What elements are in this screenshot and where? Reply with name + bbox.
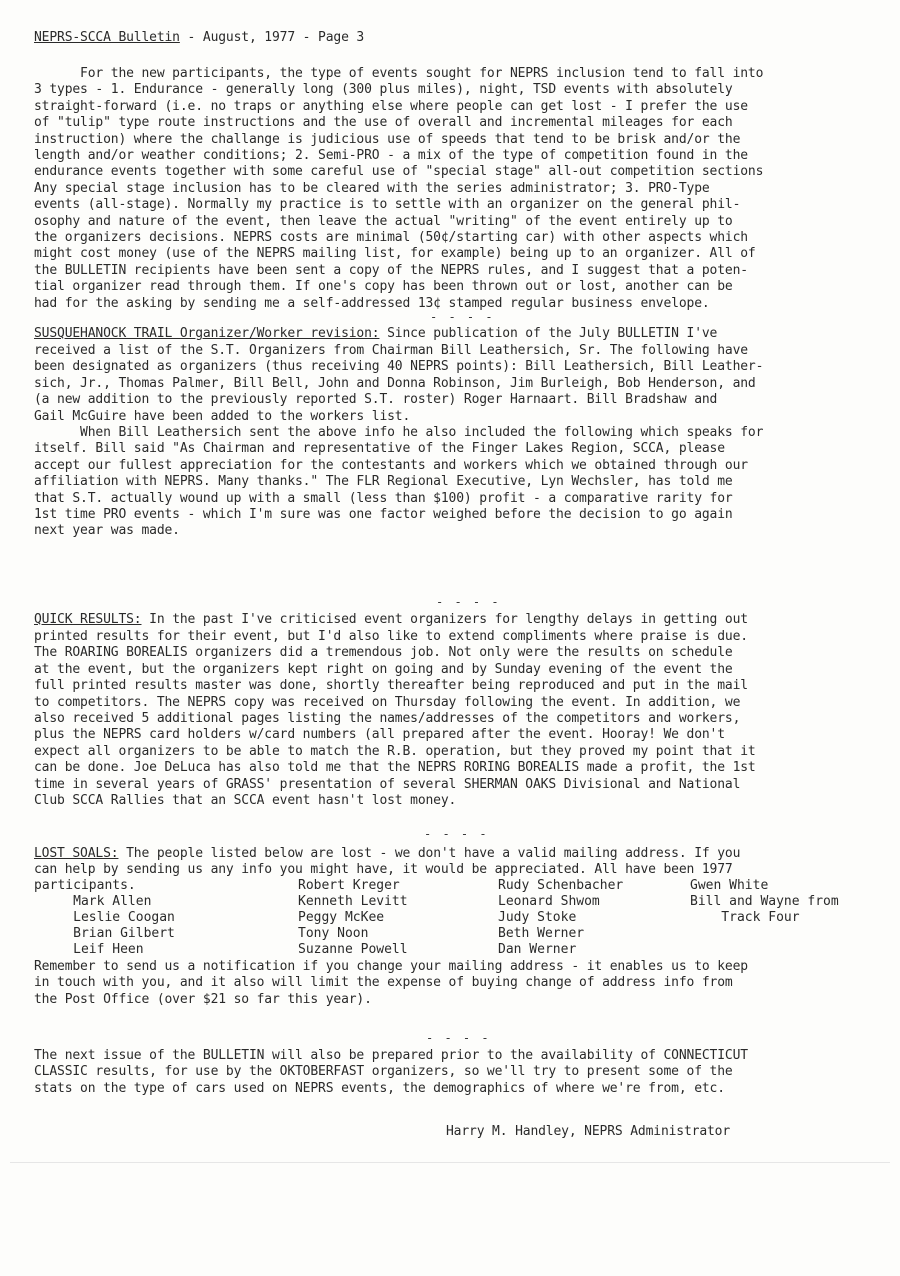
text-line: Club SCCA Rallies that an SCCA event hasn't lost money. xyxy=(34,793,457,808)
section-separator: - - - - xyxy=(424,827,489,841)
lost-person-name: Tony Noon xyxy=(298,926,369,941)
text-line: For the new participants, the type of events sought for NEPRS inclusion tend to fall into xyxy=(34,66,764,81)
text-line: expect all organizers to be able to match the R.B. operation, but they proved my point that it xyxy=(34,743,756,759)
text-line: stats on the type of cars used on NEPRS events, the demographics of where we're from, etc. xyxy=(34,1080,725,1096)
text-line: When Bill Leathersich sent the above info he also included the following which speaks for xyxy=(34,425,764,440)
text-line: Any special stage inclusion has to be cleared with the series administrator; 3. PRO-Type xyxy=(34,180,710,196)
lost-person-name: participants. xyxy=(34,878,136,893)
lost-names-column-3 xyxy=(498,878,623,958)
section-separator: - - - - xyxy=(426,1031,491,1045)
text-line: at the event, but the organizers kept right on going and by Sunday evening of the event the xyxy=(34,661,733,677)
header-date-page: - August, 1977 - Page 3 xyxy=(179,30,365,45)
lost-person-name: Robert Kreger xyxy=(298,878,400,893)
text-line: The next issue of the BULLETIN will also be prepared prior to the availability of CONNECTICUT xyxy=(34,1048,748,1063)
text-line: sich, Jr., Thomas Palmer, Bill Bell, John and Donna Robinson, Jim Burleigh, Bob Henderson, and xyxy=(34,375,756,391)
bulletin-title: NEPRS-SCCA Bulletin xyxy=(34,30,180,45)
text-line: the organizers decisions. NEPRS costs are minimal (50¢/starting car) with other aspects which xyxy=(34,230,748,245)
text-line: next year was made. xyxy=(34,523,180,539)
text-line: time in several years of GRASS' presentation of several SHERMAN OAKS Divisional and National xyxy=(34,776,741,792)
text-line: the Post Office (over $21 so far this year). xyxy=(34,991,372,1007)
lost-person-name: Leonard Shwom xyxy=(498,894,600,909)
lost-person-name: Rudy Schenbacher xyxy=(498,878,624,893)
text-line: Gail McGuire have been added to the workers list. xyxy=(34,408,411,424)
text-line: can help by sending us any info you might have, it would be appreciated. All have been 1977 xyxy=(34,862,733,877)
lost-person-name: Track Four xyxy=(690,910,800,925)
text-line: might cost money (use of the NEPRS mailing list, for example) being up to an organizer. All of xyxy=(34,246,756,262)
text-line: in touch with you, and it also will limit the expense of buying change of address info from xyxy=(34,975,733,991)
text-line: been designated as organizers (thus receiving 40 NEPRS points): Bill Leathersich, Bill Leather- xyxy=(34,359,764,375)
text-line: the BULLETIN recipients have been sent a copy of the NEPRS rules, and I suggest that a poten- xyxy=(34,262,748,278)
text-line: to competitors. The NEPRS copy was received on Thursday following the event. In addition, we xyxy=(34,694,741,710)
quick-results-heading: QUICK RESULTS: xyxy=(34,612,142,627)
text-line: affiliation with NEPRS. Many thanks." The FLR Regional Executive, Lyn Wechsler, has told me xyxy=(34,474,733,490)
lost-person-name: Mark Allen xyxy=(34,894,152,909)
text-line: straight-forward (i.e. no traps or anything else where people can get lost - I prefer the use xyxy=(34,98,748,114)
text-line: events (all-stage). Normally my practice is to settle with an organizer on the general phil- xyxy=(34,197,741,213)
lost-names-column-2 xyxy=(298,878,408,958)
lost-person-name: Suzanne Powell xyxy=(298,942,408,957)
text-line: 1st time PRO events - which I'm sure was one factor weighed before the decision to go again xyxy=(34,507,733,522)
lost-person-name: Leslie Coogan xyxy=(34,910,175,925)
text-line: full printed results master was done, shortly thereafter being reproduced and put in the mail xyxy=(34,678,748,694)
text-line: can be done. Joe DeLuca has also told me that the NEPRS RORING BOREALIS made a profit, the 1st xyxy=(34,760,756,776)
text-line: osophy and nature of the event, then leave the actual "writing" of the event entirely up to xyxy=(34,213,733,229)
text-line: length and/or weather conditions; 2. Semi-PRO - a mix of the type of competition found in the xyxy=(34,148,748,163)
text-line: accept our fullest appreciation for the contestants and workers which we obtained through our xyxy=(34,457,748,473)
lost-person-name: Peggy McKee xyxy=(298,910,385,925)
lost-souls-first-line: LOST SOALS: The people listed below are lost - we don't have a valid mailing address. If you xyxy=(34,846,741,861)
susquehanock-first-line: SUSQUEHANOCK TRAIL Organizer/Worker revision: Since publication of the July BULLETIN I've xyxy=(34,326,718,341)
lost-person-name: Bill and Wayne from xyxy=(690,894,839,909)
lost-person-name: Brian Gilbert xyxy=(34,926,175,941)
text-line: CLASSIC results, for use by the OKTOBERFAST organizers, so we'll try to present some of the xyxy=(34,1064,733,1080)
section-separator: - - - - xyxy=(436,595,501,609)
lost-names-column-4 xyxy=(690,878,839,926)
text-line: that S.T. actually wound up with a small (less than $100) profit - a comparative rarity for xyxy=(34,490,733,506)
page-header xyxy=(34,30,364,46)
text-line: endurance events together with some careful use of "special stage" all-out competition sections xyxy=(34,164,764,180)
lost-person-name: Beth Werner xyxy=(498,926,585,941)
quick-results-first-line: QUICK RESULTS: In the past I've criticised event organizers for lengthy delays in getting out xyxy=(34,612,748,627)
text-line: 3 types - 1. Endurance - generally long (300 plus miles), night, TSD events with absolutely xyxy=(34,82,733,98)
lost-person-name: Gwen White xyxy=(690,878,769,893)
lost-person-name: Leif Heen xyxy=(34,942,144,957)
text-line: had for the asking by sending me a self-addressed 13¢ stamped regular business envelope. xyxy=(34,295,710,311)
lost-names-column-1 xyxy=(34,878,175,958)
lost-souls-heading: LOST SOALS: xyxy=(34,846,119,861)
lost-person-name: Dan Werner xyxy=(498,942,577,957)
signature: Harry M. Handley, NEPRS Administrator xyxy=(446,1124,731,1139)
text-line: The ROARING BOREALIS organizers did a tremendous job. Not only were the results on schedule xyxy=(34,645,733,661)
text-line: of "tulip" type route instructions and the use of overall and incremental mileages for each xyxy=(34,115,733,131)
text-line: received a list of the S.T. Organizers from Chairman Bill Leathersich, Sr. The following have xyxy=(34,343,748,358)
lost-person-name: Kenneth Levitt xyxy=(298,894,408,909)
text-line: itself. Bill said "As Chairman and representative of the Finger Lakes Region, SCCA, please xyxy=(34,441,725,457)
text-line: also received 5 additional pages listing the names/addresses of the competitors and workers, xyxy=(34,711,741,726)
text-line: printed results for their event, but I'd also like to extend compliments where praise is due. xyxy=(34,629,748,644)
text-line: instruction) where the challange is judicious use of speeds that tend to be brisk and/or the xyxy=(34,131,741,147)
text-line: tial organizer read through them. If one's copy has been thrown out or lost, another can be xyxy=(34,279,733,295)
text-line: Remember to send us a notification if you change your mailing address - it enables us to keep xyxy=(34,959,748,974)
text-line: plus the NEPRS card holders w/card numbers (all prepared after the event. Hooray! We don't xyxy=(34,727,725,743)
lost-person-name: Judy Stoke xyxy=(498,910,577,925)
section-separator: - - - - xyxy=(430,310,495,324)
susquehanock-heading: SUSQUEHANOCK TRAIL Organizer/Worker revision: xyxy=(34,326,380,341)
page-bottom-edge xyxy=(10,1162,890,1163)
text-line: (a new addition to the previously reported S.T. roster) Roger Harnaart. Bill Bradshaw and xyxy=(34,392,718,408)
